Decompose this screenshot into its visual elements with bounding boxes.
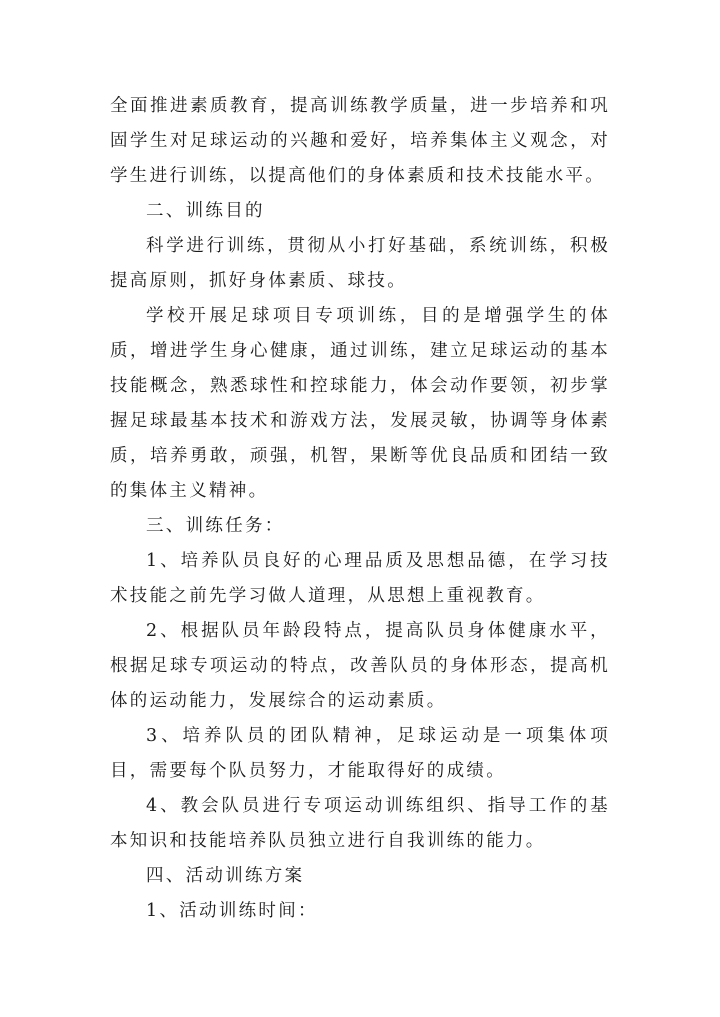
heading-training-purpose: 二、训练目的 bbox=[146, 201, 265, 221]
paragraph-task-2: 2、根据队员年龄段特点，提高队员身体健康水平，根据足球专项运动的特点，改善队员的身体形态，提高机体的运动能力，发展综合的运动素质。 bbox=[110, 621, 610, 711]
document-body bbox=[110, 89, 610, 929]
heading-activity-plan: 四、活动训练方案 bbox=[146, 866, 305, 886]
paragraph-task-1: 1、培养队员良好的心理品质及思想品德，在学习技术技能之前先学习做人道理，从思想上重视教育。 bbox=[110, 551, 610, 606]
paragraph-intro: 全面推进素质教育，提高训练教学质量，进一步培养和巩固学生对足球运动的兴趣和爱好，培养集体主义观念，对学生进行训练，以提高他们的身体素质和技术技能水平。 bbox=[110, 96, 610, 186]
paragraph-task-3: 3、培养队员的团队精神，足球运动是一项集体项目，需要每个队员努力，才能取得好的成绩。 bbox=[110, 726, 610, 781]
paragraph-task-4: 4、教会队员进行专项运动训练组织、指导工作的基本知识和技能培养队员独立进行自我训练的能力。 bbox=[110, 796, 610, 851]
paragraph-training-principle: 科学进行训练，贯彻从小打好基础，系统训练，积极提高原则，抓好身体素质、球技。 bbox=[110, 236, 610, 291]
paragraph-training-goal: 学校开展足球项目专项训练，目的是增强学生的体质，增进学生身心健康，通过训练，建立足球运动的基本技能概念，熟悉球性和控球能力，体会动作要领，初步掌握足球最基本技术和游戏方法，发展灵敏，协调等身体素质，培养勇敢，顽强，机智，果断等优良品质和团结一致的集体主义精神。 bbox=[110, 306, 610, 501]
paragraph-activity-time: 1、活动训练时间： bbox=[146, 901, 318, 921]
heading-training-tasks: 三、训练任务： bbox=[146, 516, 285, 536]
